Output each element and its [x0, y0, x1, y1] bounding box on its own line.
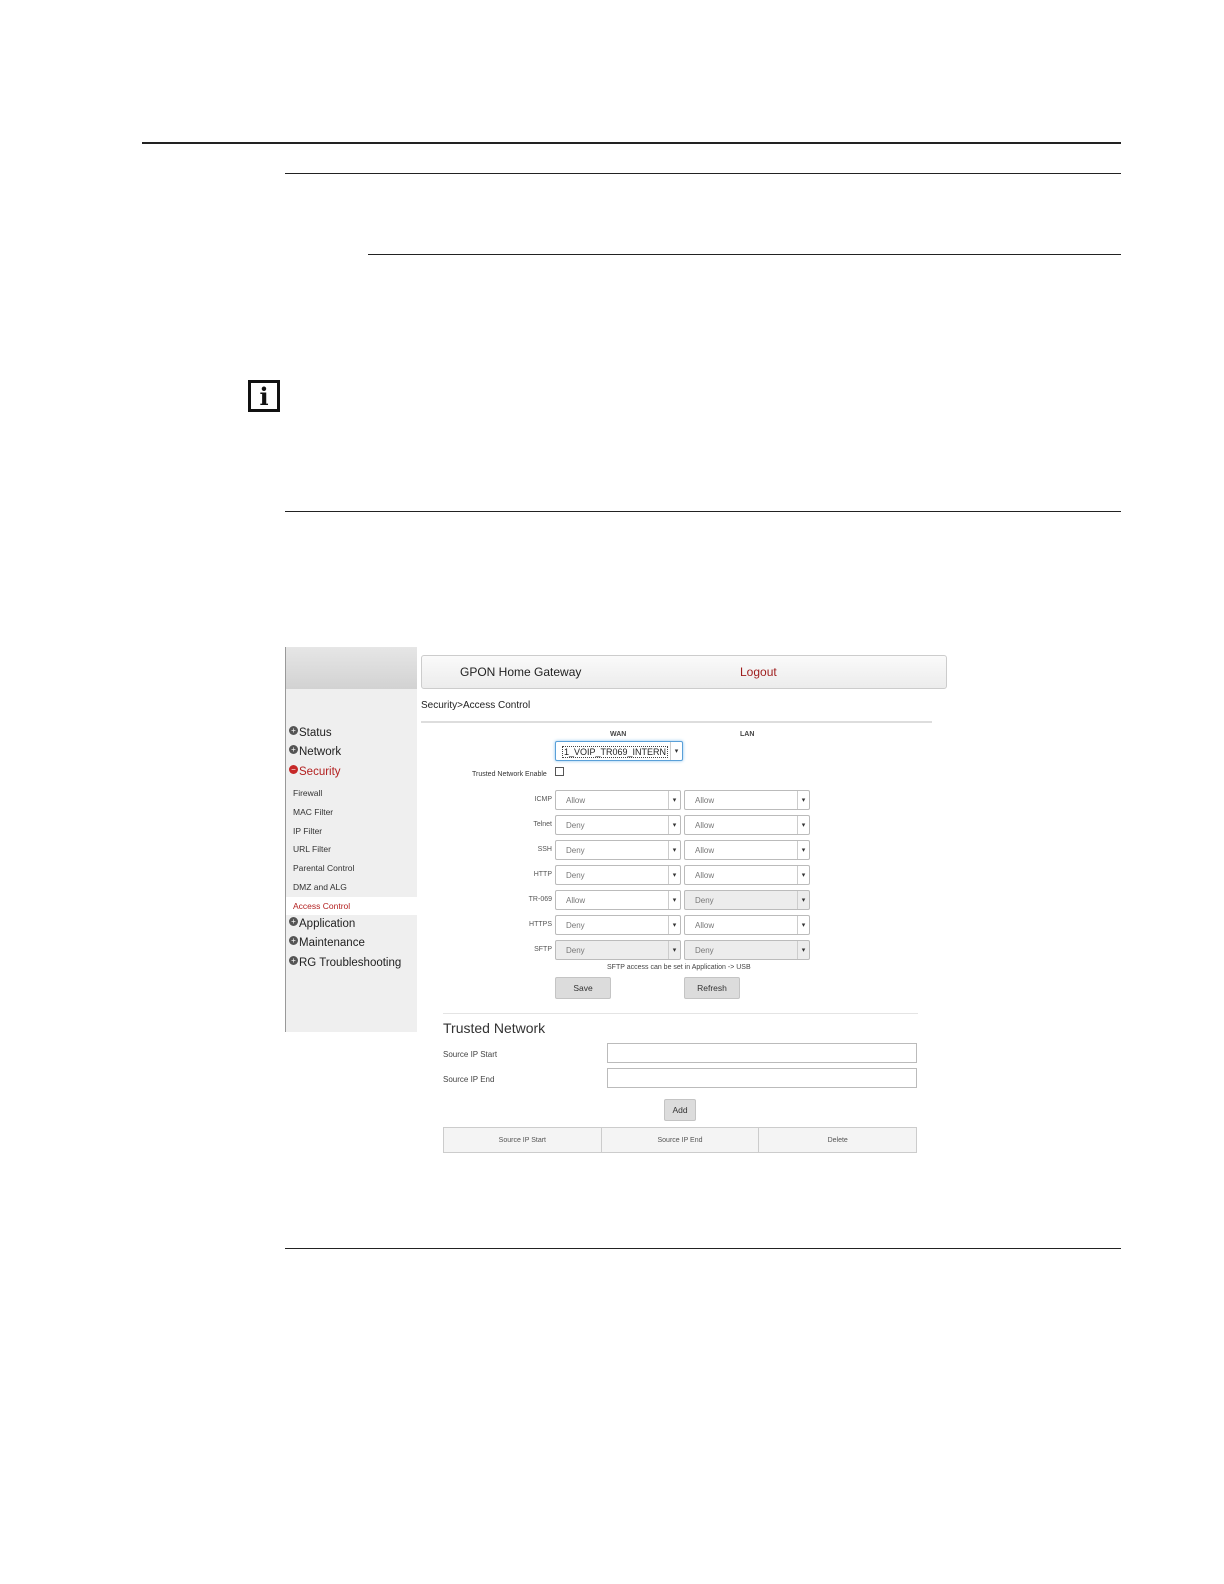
- sidebar-item-label: RG Troubleshooting: [299, 957, 402, 969]
- ssh-lan-select[interactable]: [684, 840, 810, 860]
- source-ip-end-input[interactable]: [607, 1068, 917, 1088]
- wan-connection-value: 1_VOIP_TR069_INTERN: [564, 747, 667, 757]
- row-label-icmp: ICMP: [534, 796, 552, 803]
- minus-icon: −: [289, 765, 298, 774]
- chevron-down-icon: ▾: [797, 791, 809, 809]
- sidebar-item-status[interactable]: [289, 727, 332, 739]
- refresh-button[interactable]: Refresh: [684, 977, 740, 999]
- plus-icon: +: [289, 936, 298, 945]
- select-value: Deny: [695, 946, 714, 955]
- row-label-tr069: TR-069: [528, 896, 552, 903]
- gateway-screenshot: [285, 647, 947, 1157]
- trusted-network-enable-label: Trusted Network Enable: [472, 771, 547, 778]
- trusted-network-title: Trusted Network: [443, 1020, 546, 1036]
- sidebar-item-security[interactable]: [289, 766, 341, 778]
- sidebar-sub-dmz-alg[interactable]: DMZ and ALG: [293, 882, 347, 892]
- sftp-wan-select[interactable]: [555, 940, 681, 960]
- chevron-down-icon: ▾: [797, 916, 809, 934]
- chevron-down-icon: ▾: [668, 816, 680, 834]
- telnet-wan-select[interactable]: [555, 815, 681, 835]
- http-lan-select[interactable]: [684, 865, 810, 885]
- sidebar-sub-url-filter[interactable]: URL Filter: [293, 844, 331, 854]
- plus-icon: +: [289, 917, 298, 926]
- chevron-down-icon: ▾: [668, 916, 680, 934]
- plus-icon: +: [289, 956, 298, 965]
- section-separator: [443, 1013, 918, 1014]
- row-label-http: HTTP: [533, 871, 552, 878]
- sidebar-item-network[interactable]: [289, 746, 341, 758]
- logout-link[interactable]: Logout: [740, 665, 777, 679]
- chevron-down-icon: ▾: [797, 941, 809, 959]
- lan-column-header: LAN: [740, 731, 755, 738]
- add-button[interactable]: Add: [664, 1099, 696, 1121]
- app-title: GPON Home Gateway: [460, 665, 582, 679]
- chevron-down-icon: ▾: [668, 791, 680, 809]
- sftp-note: SFTP access can be set in Application -> USB: [607, 964, 751, 971]
- select-value: Deny: [566, 846, 585, 855]
- sidebar-item-label: Network: [299, 746, 342, 758]
- row-label-ssh: SSH: [537, 846, 552, 853]
- select-value: Allow: [695, 871, 715, 880]
- save-button[interactable]: Save: [555, 977, 611, 999]
- row-label-telnet: Telnet: [533, 821, 552, 828]
- plus-icon: +: [289, 745, 298, 754]
- column-header-source-ip-start: Source IP Start: [444, 1128, 602, 1152]
- info-icon: i: [248, 380, 280, 412]
- sftp-lan-select[interactable]: [684, 940, 810, 960]
- figure-end-rule: [285, 1248, 1121, 1249]
- select-value: Deny: [566, 946, 585, 955]
- sidebar-item-maintenance[interactable]: [289, 937, 365, 949]
- chevron-down-icon: ▾: [668, 941, 680, 959]
- chevron-down-icon: ▾: [668, 841, 680, 859]
- icmp-wan-select[interactable]: [555, 790, 681, 810]
- chevron-down-icon: ▾: [670, 742, 682, 760]
- chevron-down-icon: ▾: [668, 866, 680, 884]
- sidebar-item-application[interactable]: [289, 918, 355, 930]
- sidebar-item-label: Security: [299, 766, 341, 778]
- select-value: Allow: [566, 896, 586, 905]
- https-wan-select[interactable]: [555, 915, 681, 935]
- sidebar-item-label: Application: [299, 918, 356, 930]
- header-rule: [142, 142, 1121, 144]
- chevron-down-icon: ▾: [797, 891, 809, 909]
- chevron-down-icon: ▾: [668, 891, 680, 909]
- row-label-https: HTTPS: [529, 921, 552, 928]
- select-value: Deny: [566, 921, 585, 930]
- tr069-wan-select[interactable]: [555, 890, 681, 910]
- source-ip-end-label: Source IP End: [443, 1075, 495, 1084]
- telnet-lan-select[interactable]: [684, 815, 810, 835]
- row-label-sftp: SFTP: [534, 946, 552, 953]
- note-end-rule: [285, 511, 1121, 512]
- wan-column-header: WAN: [610, 731, 627, 738]
- sidebar-sub-access-control[interactable]: Access Control: [293, 901, 351, 911]
- select-value: Allow: [695, 921, 715, 930]
- sidebar-sub-firewall[interactable]: Firewall: [293, 788, 323, 798]
- ssh-wan-select[interactable]: [555, 840, 681, 860]
- sidebar: [285, 647, 417, 1032]
- trusted-network-enable-checkbox[interactable]: [555, 767, 564, 776]
- sidebar-sub-ip-filter[interactable]: IP Filter: [293, 826, 323, 836]
- sidebar-logo-area: [286, 647, 417, 689]
- source-ip-start-label: Source IP Start: [443, 1050, 498, 1059]
- sidebar-item-rg-troubleshooting[interactable]: [289, 957, 401, 969]
- source-ip-start-input[interactable]: [607, 1043, 917, 1063]
- http-wan-select[interactable]: [555, 865, 681, 885]
- select-value: Allow: [695, 846, 715, 855]
- sidebar-sub-parental-control[interactable]: Parental Control: [293, 863, 355, 873]
- sidebar-item-label: Status: [299, 727, 332, 739]
- trusted-network-table-header: [443, 1127, 917, 1153]
- subsection-rule: [368, 254, 1121, 255]
- tr069-lan-select[interactable]: [684, 890, 810, 910]
- top-bar: [421, 655, 947, 689]
- chevron-down-icon: ▾: [797, 866, 809, 884]
- select-value: Allow: [695, 796, 715, 805]
- select-value: Deny: [695, 896, 714, 905]
- section-rule: [285, 173, 1121, 174]
- sidebar-item-label: Maintenance: [299, 937, 365, 949]
- https-lan-select[interactable]: [684, 915, 810, 935]
- breadcrumb: Security>Access Control: [421, 700, 531, 711]
- chevron-down-icon: ▾: [797, 816, 809, 834]
- select-value: Allow: [566, 796, 586, 805]
- icmp-lan-select[interactable]: [684, 790, 810, 810]
- divider: [421, 721, 932, 723]
- select-value: Deny: [566, 871, 585, 880]
- select-value: Allow: [695, 821, 715, 830]
- chevron-down-icon: ▾: [797, 841, 809, 859]
- plus-icon: +: [289, 726, 298, 735]
- column-header-delete: Delete: [827, 1136, 848, 1144]
- column-header-source-ip-end: Source IP End: [602, 1128, 760, 1152]
- sidebar-sub-mac-filter[interactable]: MAC Filter: [293, 807, 334, 817]
- select-value: Deny: [566, 821, 585, 830]
- wan-connection-select[interactable]: [555, 741, 683, 761]
